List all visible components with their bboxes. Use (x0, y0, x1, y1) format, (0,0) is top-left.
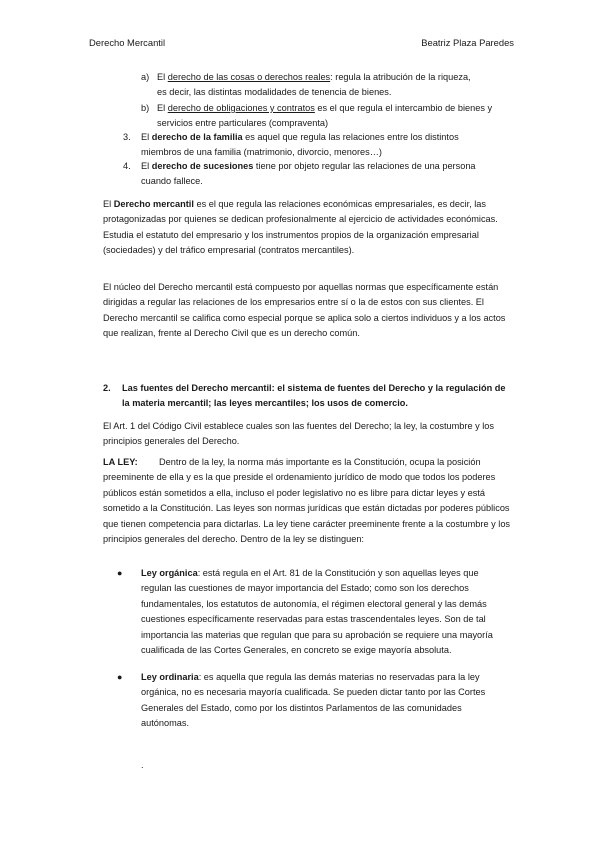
header-subject: Derecho Mercantil (89, 37, 166, 48)
trailing-mark: . (141, 760, 144, 770)
list-item-derechos-reales: El derecho de las cosas o derechos reales: regula la atribución de la riqueza, es decir, las distintas modalidades de tenencia de bienes. (157, 72, 471, 98)
list-label-a: a) (141, 72, 150, 82)
paragraph-art1: El Art. 1 del Código Civil establece cuales son las fuentes del Derecho; la ley, la costumbre y los principios generales del Derecho. (103, 421, 495, 447)
list-item-sucesiones: El derecho de sucesiones tiene por objeto regular las relaciones de una persona cuando fallece. (141, 161, 476, 187)
term-ley-organica: Ley orgánica (141, 568, 198, 578)
term-familia: derecho de la familia (151, 132, 243, 142)
header-author: Beatriz Plaza Paredes (421, 37, 514, 48)
bullet-icon: ● (117, 672, 123, 682)
paragraph-derecho-mercantil: El Derecho mercantil es el que regula las relaciones económicas empresariales, es decir, las protagonizadas por quienes se dedican profesionalmente al ejercicio de actividades económicas. Estudia el estatuto del empresario y los instrumentos propios de la organización empresarial (sociedades) y del tráfico empresarial (contratos mercantiles). (103, 199, 498, 256)
section-number: 2. (103, 383, 111, 393)
term-derechos-reales: derecho de las cosas o derechos reales (167, 72, 331, 82)
bullet-item-ley-ordinaria: Ley ordinaria: es aquella que regula las demás materias no reservadas para la ley orgánica, no es necesaria mayoría cualificada. Se pueden dictar tanto por las Cortes Generales del Estado, como por los distintos Parlamentos de las comunidades autónomas. (141, 672, 486, 729)
paragraph-nucleo: El núcleo del Derecho mercantil está compuesto por aquellas normas que específicamente están dirigidas a regular las relaciones de los empresarios entre sí o la de estos con sus clientes. El Derecho mercantil se califica como especial porque se aplica solo a ciertos individuos y a los actos que realizan, frente al Derecho Civil que es un derecho común. (103, 282, 506, 339)
list-label-b: b) (141, 103, 150, 113)
term-sucesiones: derecho de sucesiones (151, 161, 254, 171)
la-ley-label: LA LEY: (103, 457, 138, 467)
section-heading: Las fuentes del Derecho mercantil: el sistema de fuentes del Derecho y la regulación de la materia mercantil; las leyes mercantiles; los usos de comercio. (122, 383, 506, 409)
term-obligaciones: derecho de obligaciones y contratos (167, 103, 315, 113)
list-label-3: 3. (123, 132, 131, 142)
list-item-familia: El derecho de la familia es aquel que regula las relaciones entre los distintos miembros de una familia (matrimonio, divorcio, menores…) (141, 132, 459, 158)
paragraph-la-ley: Dentro de la ley, la norma más importante es la Constitución, ocupa la posición preeminente de ella y es la que preside el ordenamiento jurídico de modo que todos los poderes públicos están sometidos a ella, incluso el poder legislativo no es libre para dictar leyes y está sometido a la Constitución. Las leyes son normas jurídicas que están dictadas por poderes públicos que tienen competencia para dictarlas. La ley tiene carácter preeminente frente a la costumbre y los principios generales del derecho. Dentro de la ley se distinguen: (103, 457, 511, 545)
term-ley-ordinaria: Ley ordinaria (141, 672, 199, 682)
list-label-4: 4. (123, 161, 131, 171)
term-derecho-mercantil: Derecho mercantil (113, 199, 194, 209)
bullet-icon: ● (117, 568, 123, 578)
bullet-item-ley-organica: Ley orgánica: está regula en el Art. 81 de la Constitución y son aquellas leyes que regulan las cuestiones de mayor importancia del Estado; como son los derechos fundamentales, los estatutos de autonomía, el régimen electoral general y las demás cuestiones específicamente reservadas para estas trascendentales leyes. Son de tal importancia las materias que regulan que para su aprobación se requiere una mayoría cualificada de las Cortes Generales, en concreto se exige mayoría absoluta. (141, 568, 493, 656)
list-item-obligaciones: El derecho de obligaciones y contratos es el que regula el intercambio de bienes y servicios entre particulares (compraventa) (157, 103, 493, 129)
